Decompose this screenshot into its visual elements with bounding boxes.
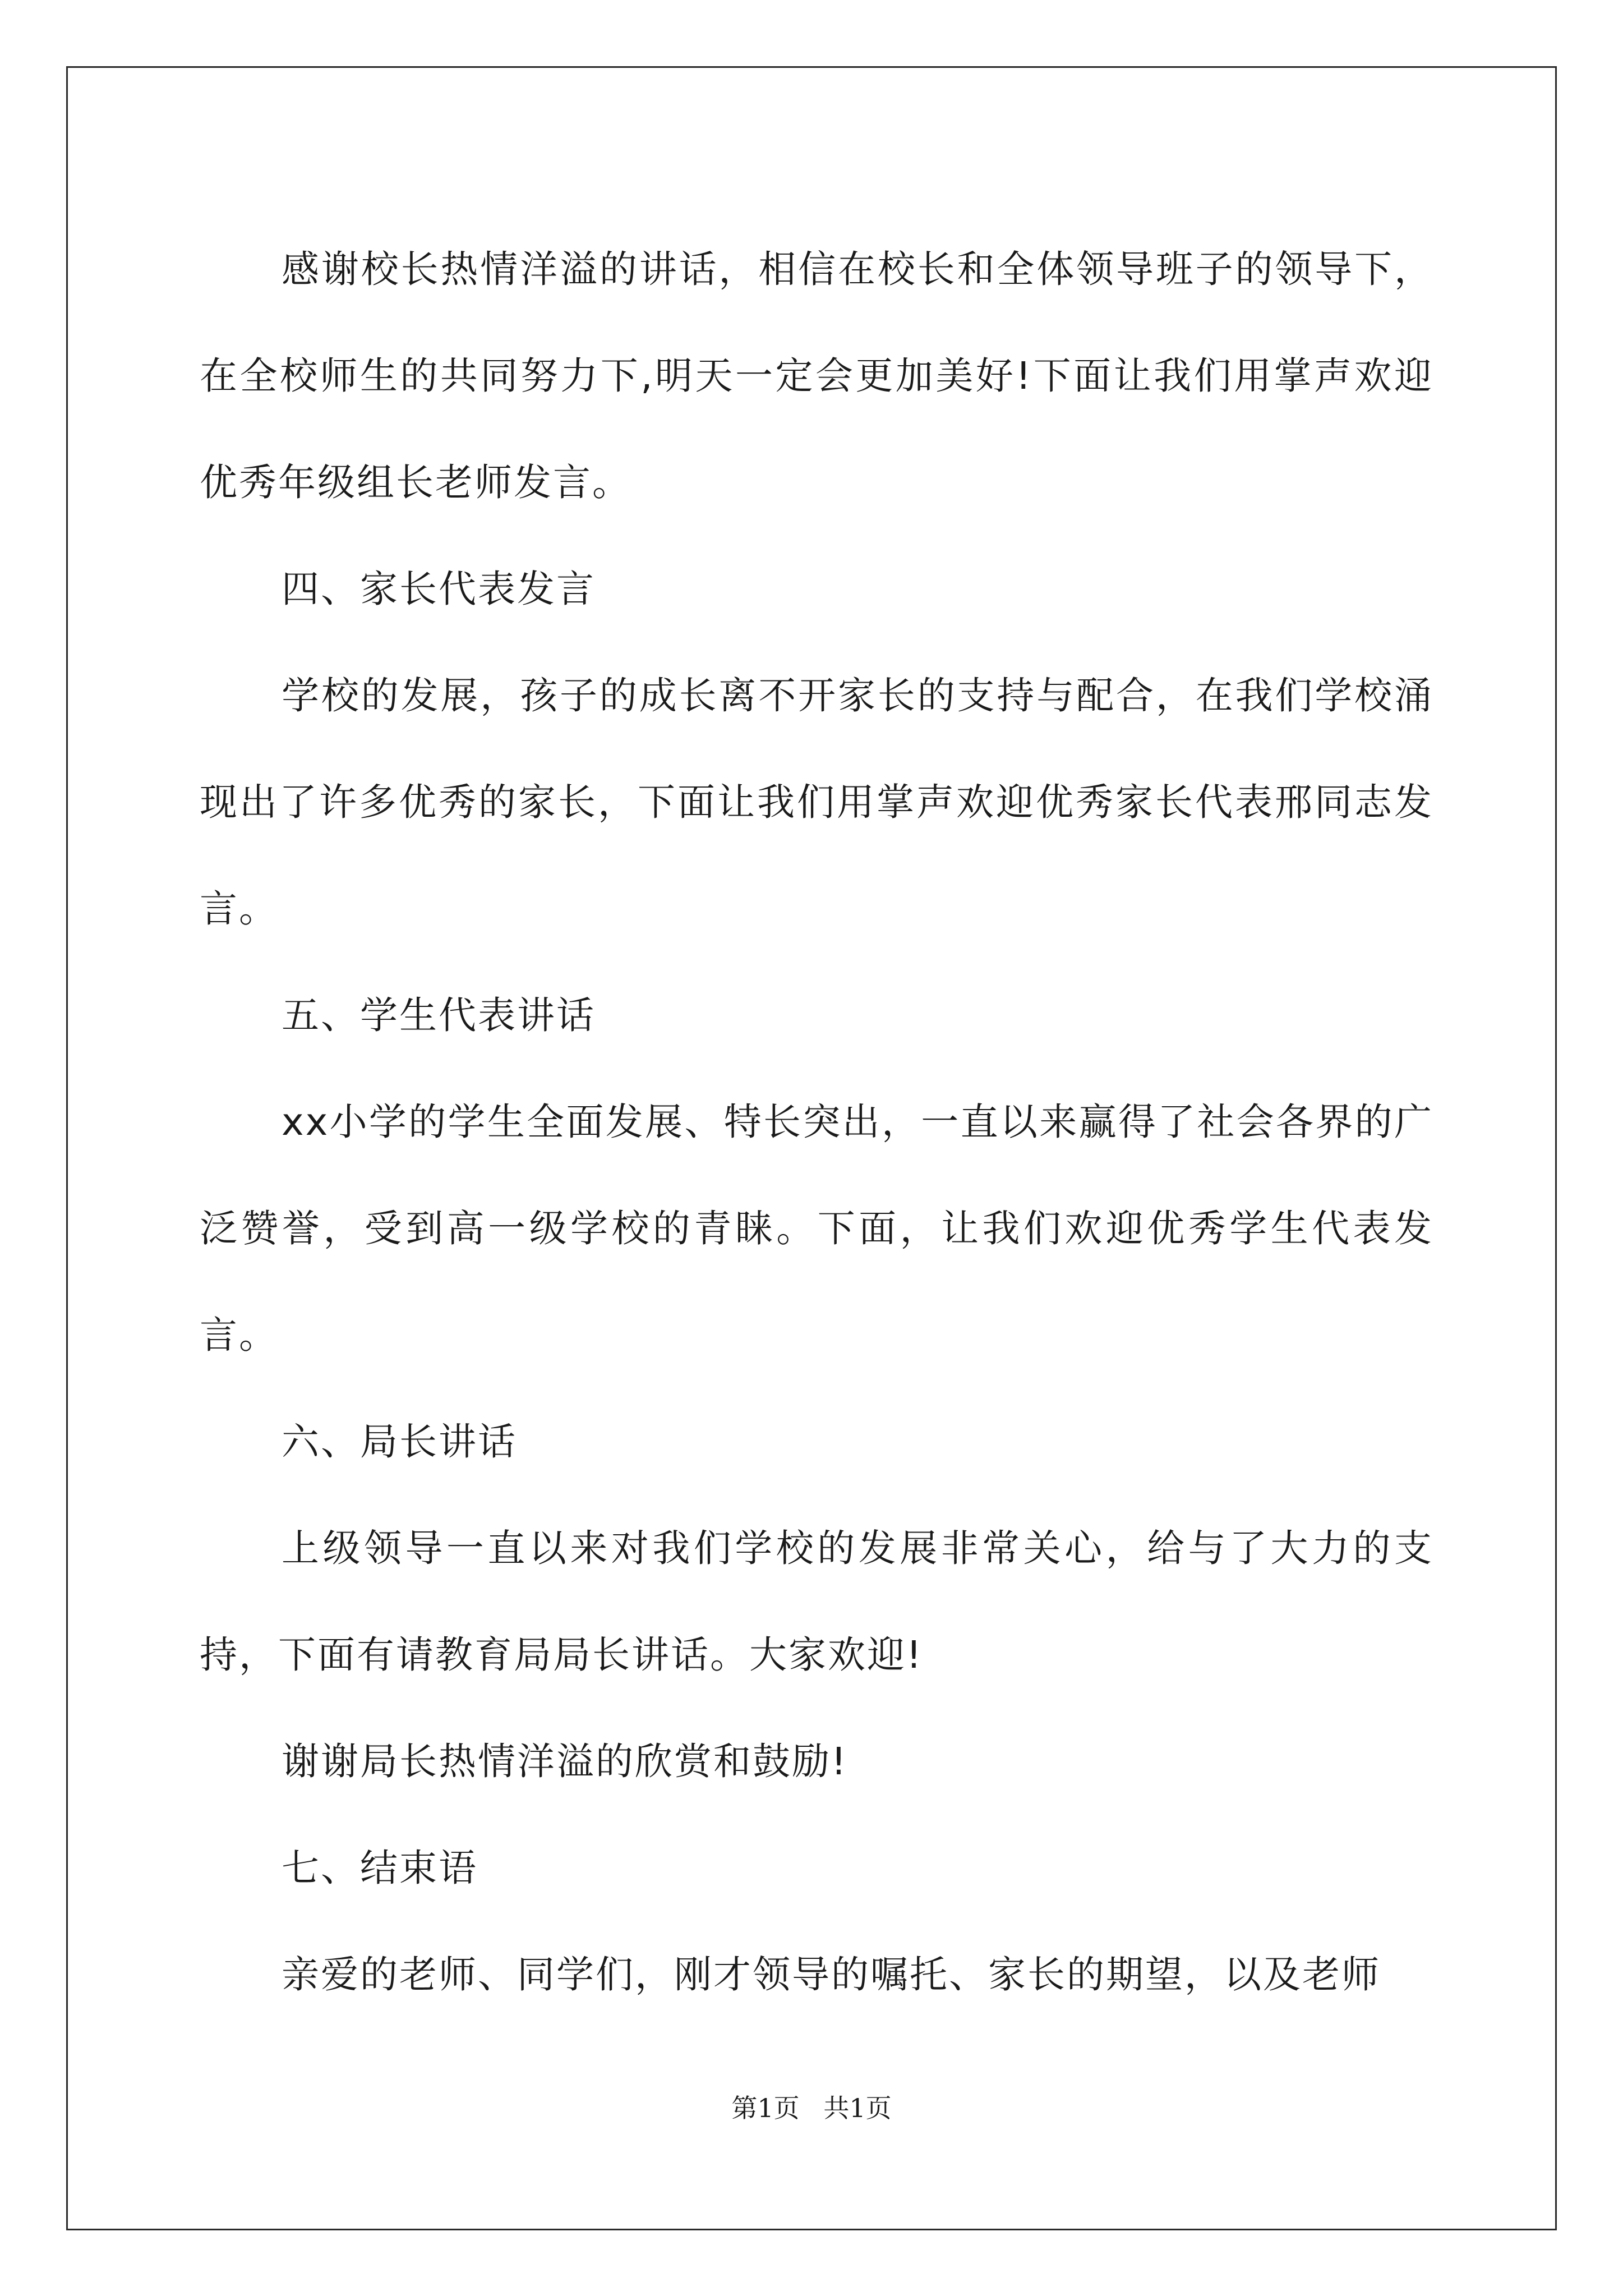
page-total: 共1页 bbox=[823, 2093, 892, 2123]
paragraph-closing: 亲爱的老师、同学们，刚才领导的嘱托、家长的期望，以及老师 bbox=[282, 1953, 1381, 1996]
page-footer bbox=[0, 2088, 1623, 2125]
section-heading-director-speech: 六、局长讲话 bbox=[282, 1420, 517, 1464]
paragraph-director-intro: 上级领导一直以来对我们学校的发展非常关心，给与了大力的支持，下面有请教育局局长讲话。大家欢迎! bbox=[200, 1526, 1433, 1677]
page-number: 第1页 bbox=[731, 2093, 800, 2123]
paragraph-parent-intro: 学校的发展，孩子的成长离不开家长的支持与配合，在我们学校涌现出了许多优秀的家长，下面让我们用掌声欢迎优秀家长代表邢同志发言。 bbox=[200, 674, 1433, 931]
paragraph-thanks-director: 谢谢局长热情洋溢的欣赏和鼓励! bbox=[282, 1740, 848, 1783]
section-heading-closing: 七、结束语 bbox=[282, 1846, 478, 1890]
document-body bbox=[200, 216, 1433, 2028]
paragraph-thanks-principal: 感谢校长热情洋溢的讲话，相信在校长和全体领导班子的领导下，在全校师生的共同努力下,明天一定会更加美好!下面让我们用掌声欢迎优秀年级组长老师发言。 bbox=[200, 247, 1433, 504]
section-heading-parent-speech: 四、家长代表发言 bbox=[282, 567, 596, 611]
section-heading-student-speech: 五、学生代表讲话 bbox=[282, 993, 596, 1037]
paragraph-student-intro: xx小学的学生全面发展、特长突出，一直以来赢得了社会各界的广泛赞誉，受到高一级学校的青睐。下面，让我们欢迎优秀学生代表发言。 bbox=[200, 1100, 1433, 1357]
